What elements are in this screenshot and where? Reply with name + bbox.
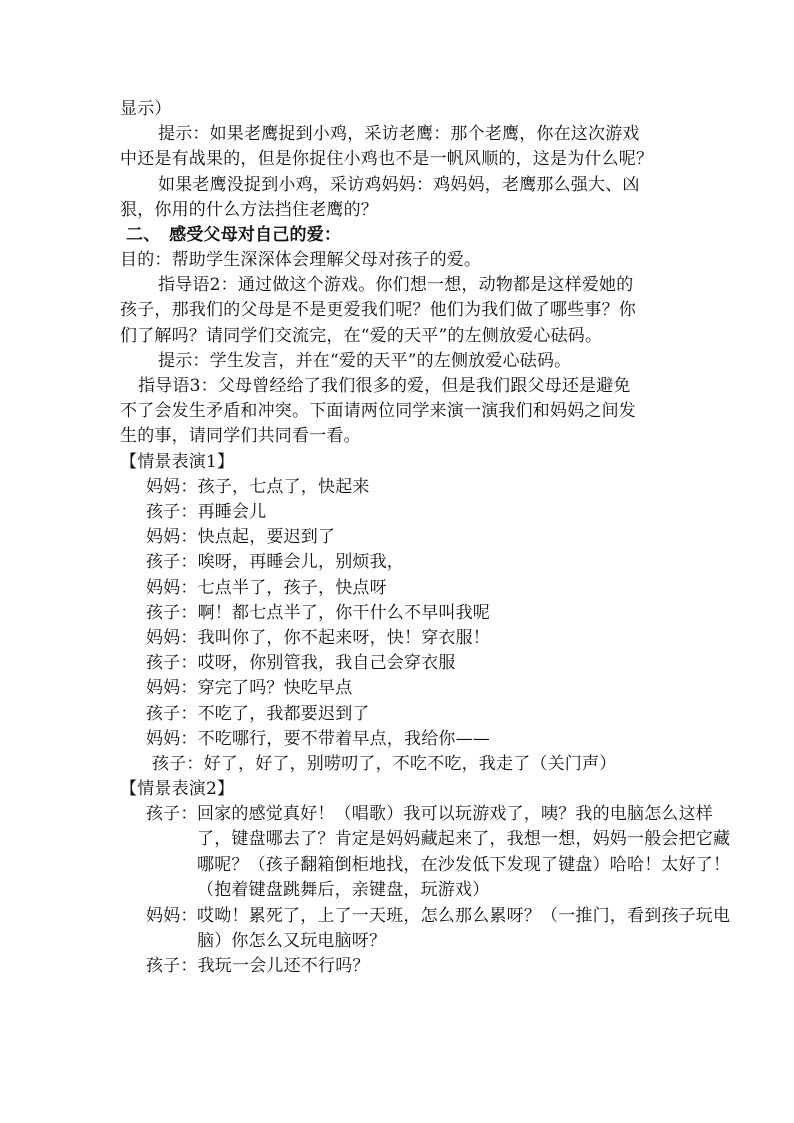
dialogue-line: 孩子：唉呀，再睡会儿，别烦我， (146, 552, 404, 572)
speaker-label: 孩子： (146, 804, 198, 824)
dialogue-line: 妈妈：快点起，要迟到了 (146, 527, 336, 547)
text-line: 提示：如果老鹰捉到小鸡，采访老鹰：那个老鹰，你在这次游戏 (158, 124, 640, 144)
dialogue-line: 孩子：不吃了，我都要迟到了 (146, 704, 370, 724)
scene-heading: 【情景表演2】 (120, 779, 235, 799)
text-line: 狠，你用的什么方法挡住老鹰的？ (120, 200, 378, 220)
dialogue-line: 孩子：啊！都七点半了，你干什么不早叫我呢 (146, 603, 490, 623)
dialogue-paragraph: 回家的感觉真好！（唱歌）我可以玩游戏了，咦？我的电脑怎么这样了，键盘哪去了？肯定是妈妈藏起来了，我想一想，妈妈一般会把它藏哪呢？（孩子翻箱倒柜地找，在沙发低下发现了键盘）哈哈！太好了！（抱着键盘跳舞后，亲键盘，玩游戏） (197, 804, 731, 900)
speaker-label: 妈妈： (146, 906, 198, 926)
scene-heading: 【情景表演1】 (120, 452, 235, 472)
text-line: 如果老鹰没捉到小鸡，采访鸡妈妈：鸡妈妈，老鹰那么强大、凶 (158, 175, 640, 195)
dialogue-line: 孩子：再睡会儿 (146, 502, 267, 522)
text-line: 不了会发生矛盾和冲突。下面请两位同学来演一演我们和妈妈之间发 (120, 401, 636, 421)
text-line: 指导语2：通过做这个游戏。你们想一想，动物都是这样爱她的 (158, 275, 634, 295)
section-heading: 二、 感受父母对自己的爱： (126, 225, 342, 245)
text-line: 中还是有战果的，但是你捉住小鸡也不是一帆风顺的，这是为什么呢？ (120, 149, 654, 169)
text-line: 目的：帮助学生深深体会理解父母对孩子的爱。 (120, 250, 482, 270)
dialogue-line: 妈妈：不吃哪行，要不带着早点，我给你—— (146, 729, 490, 749)
text-line: 们了解吗？请同学们交流完，在“爱的天平”的左侧放爱心砝码。 (120, 326, 603, 346)
dialogue-line: 孩子：好了，好了，别唠叨了，不吃不吃，我走了（关门声） (152, 754, 617, 774)
text-line: 孩子，那我们的父母是不是更爱我们呢？他们为我们做了哪些事？你 (120, 300, 636, 320)
dialogue-line: 妈妈：孩子，七点了，快起来 (146, 477, 370, 497)
dialogue-line: 妈妈：穿完了吗？快吃早点 (146, 678, 353, 698)
dialogue-line: 妈妈：我叫你了，你不起来呀，快！穿衣服！ (146, 628, 490, 648)
text-line: 指导语3：父母曾经给了我们很多的爱，但是我们跟父母还是避免 (138, 376, 631, 396)
text-line: 生的事，请同学们共同看一看。 (120, 426, 361, 446)
text-line: 显示） (120, 99, 172, 119)
dialogue-line: 妈妈：七点半了，孩子，快点呀 (146, 578, 387, 598)
dialogue-line: 孩子：我玩一会儿还不行吗？ (146, 956, 370, 976)
dialogue-line: 孩子：哎呀，你别管我，我自己会穿衣服 (146, 653, 456, 673)
text-line: 提示：学生发言，并在“爱的天平”的左侧放爱心砝码。 (158, 351, 572, 371)
dialogue-paragraph: 哎呦！累死了，上了一天班，怎么那么累呀？（一推门，看到孩子玩电脑）你怎么又玩电脑呀？ (197, 906, 731, 952)
